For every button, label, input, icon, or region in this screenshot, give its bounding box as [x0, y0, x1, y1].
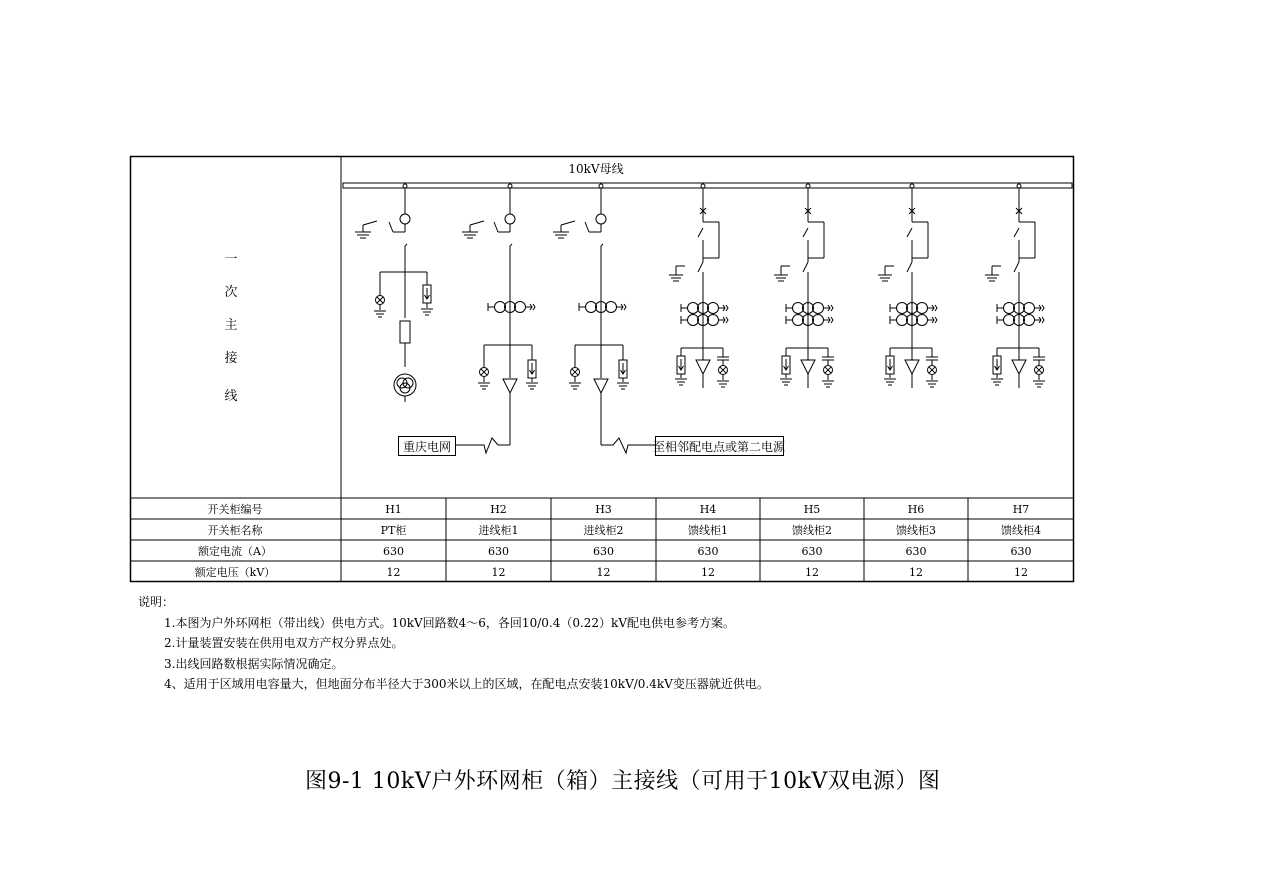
- voltage-transformer-icon: [394, 374, 416, 396]
- table-cell-id: H6: [907, 503, 925, 516]
- row-header: 额定电流（A）: [198, 545, 272, 558]
- earthing-switch-icon: [553, 221, 575, 238]
- cabinet-h6-circuit: [878, 184, 938, 388]
- surge-arrester-icon: [619, 360, 627, 378]
- cable-terminal-icon: [905, 360, 919, 374]
- indicator-lamp-icon: [376, 296, 385, 305]
- surge-arrester-icon: [782, 356, 790, 374]
- earthing-switch-icon: [355, 221, 377, 238]
- indicator-lamp-icon: [480, 368, 489, 377]
- table-cell-voltage: 12: [386, 566, 401, 579]
- earthing-switch-icon: [669, 266, 685, 281]
- table-cell-current: 630: [697, 545, 719, 558]
- table-cell-name: 进线柜2: [583, 524, 624, 537]
- side-label-char: 接: [224, 351, 238, 366]
- table-cell-name: 进线柜1: [478, 524, 519, 537]
- table-cell-name: 馈线柜2: [792, 524, 832, 537]
- table-cell-voltage: 12: [596, 566, 611, 579]
- cable-terminal-icon: [801, 360, 815, 374]
- current-transformer-icon: [997, 303, 1044, 326]
- ground-icon: [926, 381, 938, 387]
- table-cell-current: 630: [488, 545, 509, 558]
- current-transformer-icon: [786, 303, 833, 326]
- table-cell-id: H7: [1012, 503, 1030, 516]
- note-item: 2.计量装置安装在供用电双方产权分界点处。: [164, 636, 404, 650]
- ground-icon: [717, 381, 729, 387]
- side-label-char: 主: [224, 318, 238, 333]
- indicator-lamp-icon: [824, 366, 833, 375]
- busbar: [343, 183, 1072, 188]
- note-item: 4、适用于区域用电容量大，但地面分布半径大于300米以上的区域，在配电点安装10kV/0.4kV变压器就近供电。: [164, 677, 769, 691]
- table-cell-id: H2: [490, 503, 507, 516]
- indicator-lamp-icon: [719, 366, 728, 375]
- ground-icon: [1033, 381, 1045, 387]
- notes-heading: 说明：: [138, 595, 175, 609]
- table-cell-name: 馈线柜3: [896, 524, 936, 537]
- table-cell-current: 630: [383, 545, 404, 558]
- side-label-char: 一: [224, 252, 238, 267]
- earthing-switch-icon: [462, 221, 484, 238]
- table-cell-name: 馈线柜4: [1001, 524, 1041, 537]
- side-label-char: 线: [224, 389, 238, 404]
- row-header: 开关柜编号: [207, 503, 263, 516]
- table-cell-voltage: 12: [701, 566, 715, 579]
- cable-terminal-icon: [594, 379, 608, 393]
- cabinet-h1-circuit: [355, 184, 433, 402]
- cabinet-h3-circuit: [553, 184, 629, 393]
- table-cell-voltage: 12: [491, 566, 506, 579]
- indicator-lamp-icon: [928, 366, 937, 375]
- side-label: [224, 252, 237, 404]
- note-item: 3.出线回路数根据实际情况确定。: [164, 656, 344, 671]
- cable-terminal-icon: [1012, 360, 1026, 374]
- surge-arrester-icon: [677, 356, 685, 374]
- load-switch-icon: [596, 214, 606, 224]
- notes: [138, 592, 769, 695]
- current-transformer-icon: [890, 303, 937, 326]
- ground-icon: [617, 383, 629, 389]
- note-item: 1.本图为户外环网柜（带出线）供电方式。10kV回路数4～6，各回10/0.4（0.22）kV配电供电参考方案。: [164, 615, 735, 630]
- ground-icon: [526, 383, 538, 389]
- table-cell-id: H3: [595, 503, 612, 516]
- current-transformer-icon: [579, 302, 626, 313]
- surge-arrester-icon: [528, 360, 536, 378]
- cabinet-h7-circuit: [985, 184, 1045, 388]
- table-cell-name: 馈线柜1: [688, 524, 728, 537]
- table-cell-voltage: 12: [1014, 566, 1028, 579]
- table-cell-id: H4: [699, 503, 717, 516]
- ground-icon: [421, 309, 433, 315]
- table-cell-id: H5: [803, 503, 821, 516]
- current-transformer-icon: [488, 302, 535, 313]
- earthing-switch-icon: [774, 266, 790, 281]
- bus-label: 10kV母线: [568, 162, 624, 176]
- earthing-switch-icon: [985, 266, 1001, 281]
- ground-icon: [884, 379, 896, 385]
- ground-icon: [822, 381, 834, 387]
- ground-icon: [478, 383, 490, 389]
- row-header: 开关柜名称: [207, 524, 263, 537]
- row-header: 额定电压（kV）: [194, 566, 276, 579]
- cabinet-h5-circuit: [774, 184, 834, 388]
- load-switch-icon: [505, 214, 515, 224]
- table-cell-current: 630: [801, 545, 823, 558]
- cable-terminal-icon: [503, 379, 517, 393]
- table-cell-name: PT柜: [380, 524, 407, 537]
- cabinet-h2-circuit: [462, 184, 538, 393]
- fuse-disconnector-icon: [400, 214, 410, 224]
- ground-icon: [991, 379, 1003, 385]
- ground-icon: [374, 311, 386, 317]
- surge-arrester-icon: [423, 285, 431, 303]
- table-cell-voltage: 12: [805, 566, 819, 579]
- cable-terminal-icon: [696, 360, 710, 374]
- surge-arrester-icon: [993, 356, 1001, 374]
- table-cell-voltage: 12: [909, 566, 923, 579]
- table-cell-current: 630: [593, 545, 614, 558]
- ground-icon: [569, 383, 581, 389]
- table-cell-current: 630: [905, 545, 927, 558]
- figure-caption: 图9-1 10kV户外环网柜（箱）主接线（可用于10kV双电源）图: [305, 769, 941, 794]
- table-cell-current: 630: [1010, 545, 1032, 558]
- side-label-char: 次: [224, 285, 238, 300]
- surge-arrester-icon: [886, 356, 894, 374]
- ground-icon: [780, 379, 792, 385]
- ground-icon: [675, 379, 687, 385]
- earthing-switch-icon: [878, 266, 894, 281]
- source-box-right: 至相邻配电点或第二电源: [652, 440, 786, 454]
- current-transformer-icon: [681, 303, 728, 326]
- indicator-lamp-icon: [571, 368, 580, 377]
- cabinet-h4-circuit: [669, 184, 729, 388]
- fuse-icon: [400, 321, 410, 343]
- source-box-left: 重庆电网: [402, 440, 452, 454]
- table-cell-id: H1: [385, 503, 402, 516]
- indicator-lamp-icon: [1035, 366, 1044, 375]
